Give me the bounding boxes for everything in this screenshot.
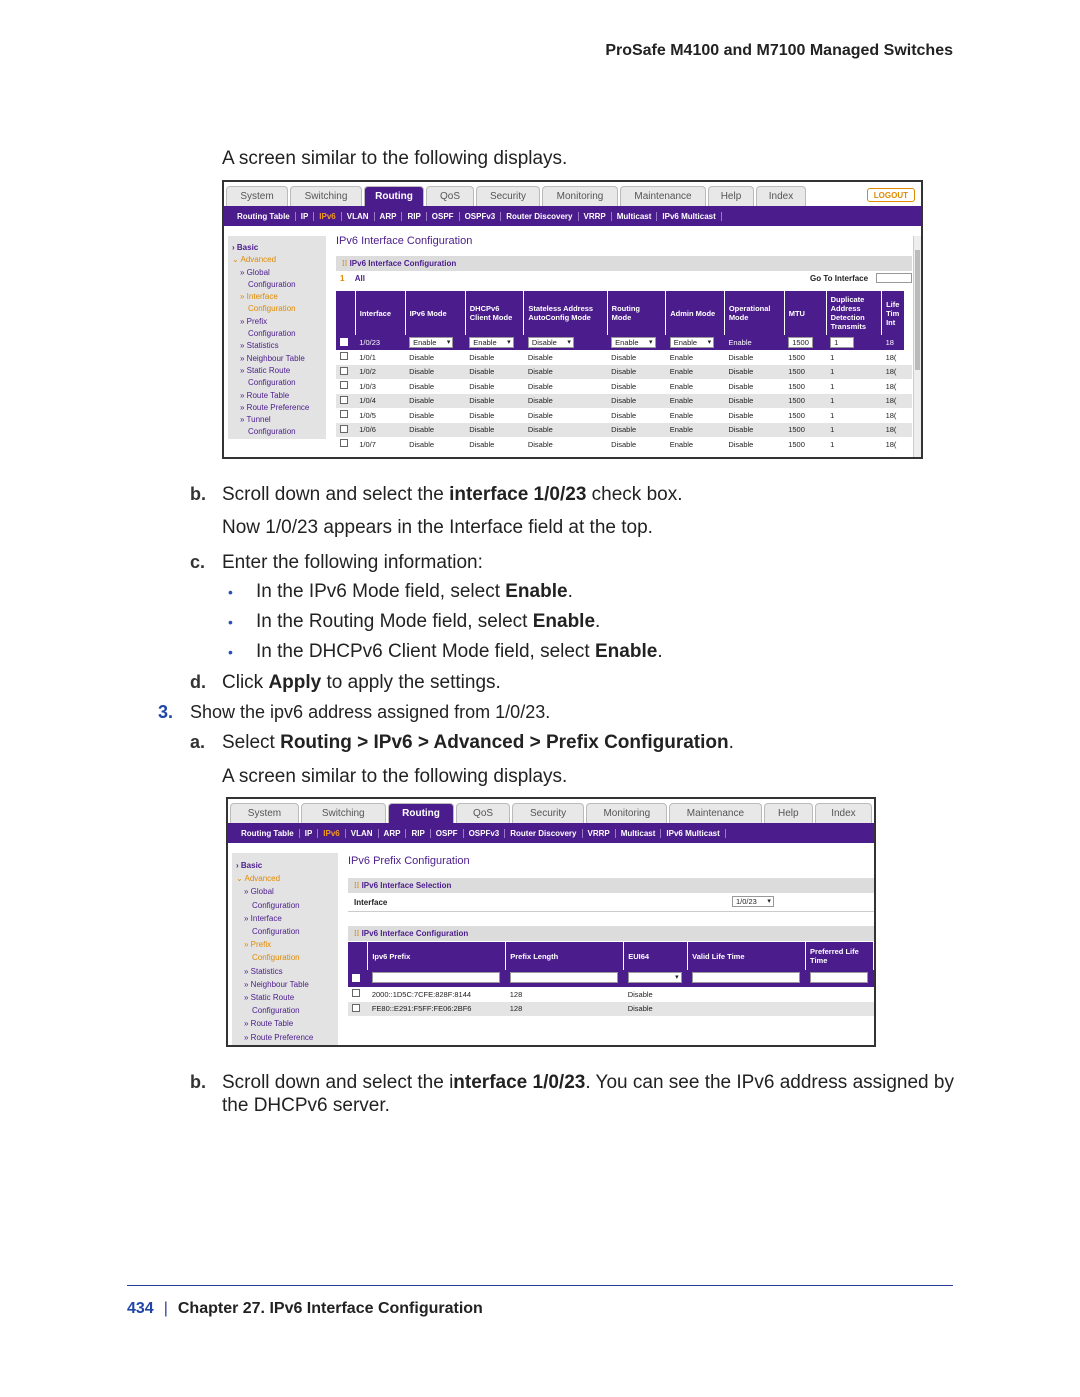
step-a-label: a. <box>190 732 206 752</box>
table-cell: 1 <box>826 423 881 438</box>
table-cell-pad <box>904 379 912 394</box>
table-cell: 1 <box>830 381 835 391</box>
select-cell <box>826 335 881 350</box>
table-cell: 128 <box>506 1002 624 1017</box>
table-cell: 1500 <box>784 365 826 380</box>
sidebar-item[interactable]: » Statistics <box>240 341 279 351</box>
table-cell: Disable <box>405 423 465 438</box>
section-bar-selection: ⁞⁞ IPv6 Interface Selection <box>348 878 874 893</box>
column-header: Interface <box>355 291 405 335</box>
subnav-ospfv3[interactable]: OSPFv3 <box>460 212 502 221</box>
table-cell: Disable <box>469 410 495 420</box>
logout-button[interactable]: LOGOUT <box>867 188 915 202</box>
page-title: IPv6 Interface Configuration <box>336 235 473 247</box>
sidebar-item[interactable]: » Route Preference <box>244 1032 314 1042</box>
column-header: Preferred Life Time <box>806 942 874 970</box>
row-check-cell <box>336 350 355 365</box>
table-cell: Enable <box>669 410 694 420</box>
table-cell: Disable <box>624 1002 688 1017</box>
table-cell: Enable <box>666 365 725 380</box>
table-cell: Enable <box>666 394 725 409</box>
row-checkbox[interactable] <box>340 396 348 404</box>
subnav-routing-table[interactable]: Routing Table <box>232 212 296 221</box>
table-cell: 18( <box>885 410 897 420</box>
column-header: DHCPv6 Client Mode <box>465 291 524 335</box>
table-cell: 1/0/2 <box>355 365 405 380</box>
table-cell: 18( <box>885 439 897 449</box>
table-cell: Disable <box>405 394 465 409</box>
select-cell <box>784 335 826 350</box>
table-row[interactable] <box>336 408 912 423</box>
select-cell <box>465 335 524 350</box>
sidebar-item[interactable]: Configuration <box>252 900 300 910</box>
select-cell <box>624 970 688 987</box>
table-cell: Enable <box>669 381 694 391</box>
mode-select[interactable]: Disable ▾ <box>528 337 574 348</box>
table-cell: Disable <box>611 381 637 391</box>
tab-system[interactable]: System <box>226 186 288 206</box>
sidebar-item[interactable]: » Prefix <box>244 940 272 950</box>
screenshot-prefix-config <box>226 797 876 1047</box>
step-3-label: 3. <box>158 702 174 722</box>
value-input[interactable] <box>510 972 618 983</box>
select-cell <box>368 970 506 987</box>
subnav-rip[interactable]: RIP <box>402 212 426 221</box>
tab-index[interactable]: Index <box>756 186 806 206</box>
table-cell-pad <box>904 365 912 380</box>
screenshot-interface-config <box>222 180 923 459</box>
table-cell: Disable <box>469 381 495 391</box>
footer: 434 | Chapter 27. IPv6 Interface Configuration <box>127 1300 483 1317</box>
table-cell: Disable <box>527 381 553 391</box>
table-cell: Enable <box>669 439 694 449</box>
table-cell: 1500 <box>788 352 805 362</box>
table-cell: Disable <box>724 423 784 438</box>
sidebar-item[interactable]: Configuration <box>248 279 296 289</box>
value-input[interactable] <box>372 972 500 983</box>
column-header: MTU <box>784 291 826 335</box>
table-cell: Disable <box>527 439 553 449</box>
prefix-table <box>348 942 874 1016</box>
sidebar-nav <box>232 853 338 1045</box>
select-row[interactable] <box>348 970 874 987</box>
column-header: Admin Mode <box>666 291 725 335</box>
table-cell-pad <box>904 437 912 452</box>
footer-rule <box>127 1285 953 1286</box>
row-check-cell <box>336 365 355 380</box>
step-d-label: d. <box>190 672 206 692</box>
bullet-1: • <box>228 584 233 600</box>
column-header: IPv6 Mode <box>405 291 465 335</box>
table-cell: 1500 <box>784 423 826 438</box>
step-b2-label: b. <box>190 1072 206 1092</box>
tab-maintenance[interactable]: Maintenance <box>620 186 706 206</box>
table-cell: 128 <box>509 989 523 999</box>
select-cell <box>607 335 666 350</box>
running-header: ProSafe M4100 and M7100 Managed Switches <box>605 42 953 59</box>
sidebar-item[interactable]: » Static Route <box>244 993 295 1003</box>
interface-select[interactable]: 1/0/23 ▾ <box>732 896 774 907</box>
select-checkbox[interactable] <box>340 338 348 346</box>
table-header <box>348 942 874 970</box>
select-cell: Enable <box>724 335 784 350</box>
step-d-text: Click Apply to apply the settings. <box>222 672 501 693</box>
table-cell <box>806 1002 874 1017</box>
subnav-multicast[interactable]: Multicast <box>616 829 662 838</box>
sidebar-item[interactable]: » Prefix <box>240 316 268 326</box>
select-cell <box>666 335 725 350</box>
step-a-text: Select Routing > IPv6 > Advanced > Prefix Configuration. <box>222 732 734 753</box>
table-cell-pad <box>904 408 912 423</box>
row-check-cell <box>336 394 355 409</box>
value-input[interactable]: 1500 <box>788 337 813 348</box>
table-cell: Disable <box>409 381 435 391</box>
tab-qos[interactable]: QoS <box>456 803 509 823</box>
sidebar-item[interactable]: ⌄ Advanced <box>236 874 281 884</box>
tab-help[interactable]: Help <box>708 186 754 206</box>
sidebar-item[interactable]: » Statistics <box>244 966 283 976</box>
table-cell <box>688 1002 806 1017</box>
tab-switching[interactable]: Switching <box>290 186 362 206</box>
table-cell: Disable <box>724 365 784 380</box>
subnav-ipv6[interactable]: IPv6 <box>314 212 341 221</box>
sidebar-item[interactable]: Configuration <box>248 427 296 437</box>
table-cell: Disable <box>728 439 754 449</box>
select-checkbox[interactable] <box>352 974 360 982</box>
table-cell: 1500 <box>784 394 826 409</box>
row-checkbox[interactable] <box>340 410 348 418</box>
row-check-cell <box>336 437 355 452</box>
row-check-cell <box>348 1002 368 1017</box>
page-title: IPv6 Prefix Configuration <box>348 855 470 867</box>
sub-nav <box>228 823 874 843</box>
tab-index[interactable]: Index <box>815 803 872 823</box>
table-cell: Disable <box>724 394 784 409</box>
header-check <box>336 291 355 335</box>
value-input[interactable]: 1 <box>830 337 854 348</box>
row-checkbox[interactable] <box>340 381 348 389</box>
row-check-cell <box>336 379 355 394</box>
row-checkbox[interactable] <box>340 367 348 375</box>
bullet-1-text: In the IPv6 Mode field, select Enable. <box>256 581 573 602</box>
table-cell: Enable <box>666 423 725 438</box>
tab-security[interactable]: Security <box>476 186 540 206</box>
row-check-cell <box>336 408 355 423</box>
tab-help[interactable]: Help <box>764 803 813 823</box>
table-row[interactable] <box>336 365 912 380</box>
table-cell: Disable <box>465 394 524 409</box>
column-header: Routing Mode <box>607 291 666 335</box>
sidebar-item[interactable]: » Global <box>240 267 270 277</box>
sidebar-item[interactable]: ⌄ Advanced <box>232 255 277 265</box>
select-cell <box>405 335 465 350</box>
table-cell: Disable <box>524 394 607 409</box>
tab-security[interactable]: Security <box>512 803 585 823</box>
eui64-select[interactable] <box>628 972 682 983</box>
table-cell: 1 <box>830 439 835 449</box>
sidebar-item[interactable]: Configuration <box>248 329 296 339</box>
sidebar-item[interactable]: Configuration <box>252 1006 300 1016</box>
table-cell <box>688 987 806 1002</box>
column-header: EUI64 <box>624 942 688 970</box>
mode-select[interactable]: Enable ▾ <box>670 337 714 348</box>
sidebar-item[interactable]: › Basic <box>236 861 263 870</box>
subnav-router-discovery[interactable]: Router Discovery <box>501 212 578 221</box>
screen-intro-2: A screen similar to the following displays. <box>222 766 568 787</box>
subnav-multicast[interactable]: Multicast <box>612 212 658 221</box>
tab-switching[interactable]: Switching <box>301 803 386 823</box>
table-cell: FE80::E291:F5FF:FE06:2BF6 <box>368 1002 506 1017</box>
sidebar-nav <box>228 236 326 439</box>
table-cell: Disable <box>627 989 653 999</box>
table-row[interactable] <box>336 423 912 438</box>
table-cell: 1500 <box>788 410 805 420</box>
subnav-ipv6-multicast[interactable]: IPv6 Multicast <box>657 212 721 221</box>
table-cell: 18( <box>885 381 897 391</box>
table-cell: Disable <box>527 410 553 420</box>
table-cell: 1/0/1 <box>359 352 376 362</box>
select-cell <box>506 970 624 987</box>
sidebar-item[interactable]: » Static Route <box>240 365 291 375</box>
subnav-rip[interactable]: RIP <box>406 829 430 838</box>
table-cell: 1/0/4 <box>355 394 405 409</box>
table-row[interactable] <box>336 437 912 452</box>
table-cell: Disable <box>728 352 754 362</box>
sidebar-item[interactable]: » Neighbour Table <box>244 979 309 989</box>
table-cell: Enable <box>669 352 694 362</box>
table-cell: Disable <box>465 365 524 380</box>
row-checkbox[interactable] <box>340 352 348 360</box>
subnav-ospf[interactable]: OSPF <box>427 212 460 221</box>
table-cell: Disable <box>527 352 553 362</box>
interface-row: Interface 1/0/23 ▾ <box>348 894 874 912</box>
row-check-cell <box>336 423 355 438</box>
goto-interface-input[interactable] <box>876 273 912 283</box>
tab-routing[interactable]: Routing <box>388 803 455 823</box>
table-cell <box>806 987 874 1002</box>
table-cell: Disable <box>611 439 637 449</box>
table-cell-pad <box>904 350 912 365</box>
bullet-2-text: In the Routing Mode field, select Enable. <box>256 611 601 632</box>
subnav-routing-table[interactable]: Routing Table <box>236 829 300 838</box>
table-cell: Disable <box>469 352 495 362</box>
tab-routing[interactable]: Routing <box>364 186 424 206</box>
column-header: Ipv6 Prefix <box>368 942 506 970</box>
tab-qos[interactable]: QoS <box>426 186 474 206</box>
table-header <box>336 291 912 335</box>
table-cell: 1500 <box>788 439 805 449</box>
header-check <box>348 942 368 970</box>
table-cell: 1/0/6 <box>355 423 405 438</box>
bullet-2: • <box>228 614 233 630</box>
table-cell: 1 <box>826 365 881 380</box>
subnav-ospf[interactable]: OSPF <box>431 829 464 838</box>
sidebar-item[interactable]: » Route Preference <box>240 402 310 412</box>
column-header: Prefix Length <box>506 942 624 970</box>
table-cell: 18( <box>882 394 904 409</box>
sidebar-item[interactable]: » Route Table <box>244 1019 294 1029</box>
sidebar-item[interactable]: » Global <box>244 887 274 897</box>
subnav-ip[interactable]: IP <box>296 212 315 221</box>
mode-select[interactable]: Enable ▾ <box>469 337 513 348</box>
table-cell: Disable <box>728 381 754 391</box>
select-cell <box>806 970 874 987</box>
screen-intro-1: A screen similar to the following displays. <box>222 148 568 169</box>
table-cell: Disable <box>607 365 666 380</box>
subnav-vlan[interactable]: VLAN <box>342 212 375 221</box>
row-check-cell <box>348 970 368 987</box>
subnav-vlan[interactable]: VLAN <box>346 829 379 838</box>
row-check-cell <box>336 335 355 350</box>
tab-monitoring[interactable]: Monitoring <box>542 186 618 206</box>
table-cell: 1/0/3 <box>359 381 376 391</box>
column-header: Duplicate Address Detection Transmits <box>826 291 881 335</box>
mode-select[interactable]: Enable ▾ <box>409 337 453 348</box>
all-row: 1 All Go To Interface <box>336 274 912 288</box>
row-checkbox[interactable] <box>352 989 360 997</box>
table-cell: 1 <box>830 410 835 420</box>
tab-system[interactable]: System <box>230 803 299 823</box>
select-cell: 18 <box>882 335 904 350</box>
table-cell: Disable <box>409 352 435 362</box>
subnav-vrrp[interactable]: VRRP <box>579 212 612 221</box>
subnav-arp[interactable]: ARP <box>375 212 403 221</box>
table-row[interactable] <box>348 1002 874 1017</box>
table-cell: Disable <box>405 365 465 380</box>
table-cell: 18( <box>885 352 897 362</box>
subnav-router-discovery[interactable]: Router Discovery <box>505 829 582 838</box>
table-cell-pad <box>904 394 912 409</box>
sidebar-item[interactable]: Configuration <box>252 953 300 963</box>
interface-table <box>336 291 912 452</box>
column-header: Operational Mode <box>724 291 784 335</box>
table-cell: Disable <box>469 439 495 449</box>
row-checkbox[interactable] <box>340 425 348 433</box>
column-header: Stateless Address AutoConfig Mode <box>524 291 607 335</box>
section-bar: ⁞⁞ IPv6 Interface Configuration <box>336 256 912 271</box>
value-input[interactable] <box>810 972 868 983</box>
table-cell: 2000::1D5C:7CFE:828F:8144 <box>371 989 472 999</box>
main-tabs <box>228 799 874 823</box>
table-cell: Disable <box>524 365 607 380</box>
table-cell-pad <box>904 423 912 438</box>
mode-select[interactable]: Enable ▾ <box>611 337 655 348</box>
table-row[interactable] <box>336 394 912 409</box>
table-cell: 1 <box>830 352 835 362</box>
section-bar-config: ⁞⁞ IPv6 Interface Configuration <box>348 926 874 941</box>
table-cell: Disable <box>728 410 754 420</box>
subnav-vrrp[interactable]: VRRP <box>583 829 616 838</box>
subnav-ipv6-multicast[interactable]: IPv6 Multicast <box>661 829 725 838</box>
table-cell: Disable <box>611 352 637 362</box>
select-cell <box>524 335 607 350</box>
column-header: Valid Life Time <box>688 942 806 970</box>
sidebar-item[interactable]: » Tunnel <box>240 415 271 425</box>
sidebar-item[interactable]: Configuration <box>248 378 296 388</box>
row-check-cell <box>348 987 368 1002</box>
table-cell: Disable <box>607 394 666 409</box>
bullet-3-text: In the DHCPv6 Client Mode field, select Enable. <box>256 641 663 662</box>
subnav-ospfv3[interactable]: OSPFv3 <box>464 829 506 838</box>
step-b2-text: Scroll down and select the interface 1/0/23. You can see the IPv6 address assigned by the DHCPv6 server. <box>222 1072 954 1116</box>
table-cell: Disable <box>524 423 607 438</box>
table-cell: 18( <box>882 365 904 380</box>
sidebar-item[interactable]: » Neighbour Table <box>240 353 305 363</box>
subnav-ipv6[interactable]: IPv6 <box>318 829 345 838</box>
table-row[interactable] <box>348 987 874 1002</box>
select-cell <box>688 970 806 987</box>
table-cell: Disable <box>611 410 637 420</box>
main-tabs <box>224 182 921 206</box>
table-cell: 1/0/5 <box>359 410 376 420</box>
sidebar-item[interactable]: » Route Table <box>240 390 290 400</box>
table-row[interactable] <box>336 379 912 394</box>
select-cell: 1/0/23 <box>355 335 405 350</box>
select-row[interactable] <box>336 335 912 350</box>
table-cell: Disable <box>465 423 524 438</box>
row-checkbox[interactable] <box>340 439 348 447</box>
value-input[interactable] <box>692 972 800 983</box>
subnav-arp[interactable]: ARP <box>379 829 407 838</box>
table-cell: 18( <box>882 423 904 438</box>
scrollbar[interactable] <box>913 236 921 457</box>
table-row[interactable] <box>336 350 912 365</box>
step-b-note: Now 1/0/23 appears in the Interface field at the top. <box>222 517 653 538</box>
table-cell: Disable <box>409 410 435 420</box>
step-b-text: Scroll down and select the interface 1/0/23 check box. <box>222 484 683 505</box>
sidebar-item[interactable]: Configuration <box>248 304 296 314</box>
tab-maintenance[interactable]: Maintenance <box>669 803 762 823</box>
sidebar-item[interactable]: » Interface <box>240 292 278 302</box>
table-cell: Disable <box>607 423 666 438</box>
sidebar-item[interactable]: Configuration <box>252 927 300 937</box>
step-c-text: Enter the following information: <box>222 552 483 573</box>
step-b-label: b. <box>190 484 206 504</box>
sub-nav <box>224 206 921 226</box>
step-3-text: Show the ipv6 address assigned from 1/0/23. <box>190 702 551 722</box>
column-header: Life Tim Int <box>882 291 904 335</box>
bullet-3: • <box>228 644 233 660</box>
sidebar-item[interactable]: › Basic <box>232 243 259 252</box>
subnav-ip[interactable]: IP <box>300 829 319 838</box>
table-cell: 1500 <box>788 381 805 391</box>
table-cell: 1/0/7 <box>359 439 376 449</box>
step-c-label: c. <box>190 552 206 572</box>
table-cell: Disable <box>409 439 435 449</box>
sidebar-item[interactable]: » Interface <box>244 913 282 923</box>
row-checkbox[interactable] <box>352 1004 360 1012</box>
table-cell: 1 <box>826 394 881 409</box>
tab-monitoring[interactable]: Monitoring <box>586 803 667 823</box>
